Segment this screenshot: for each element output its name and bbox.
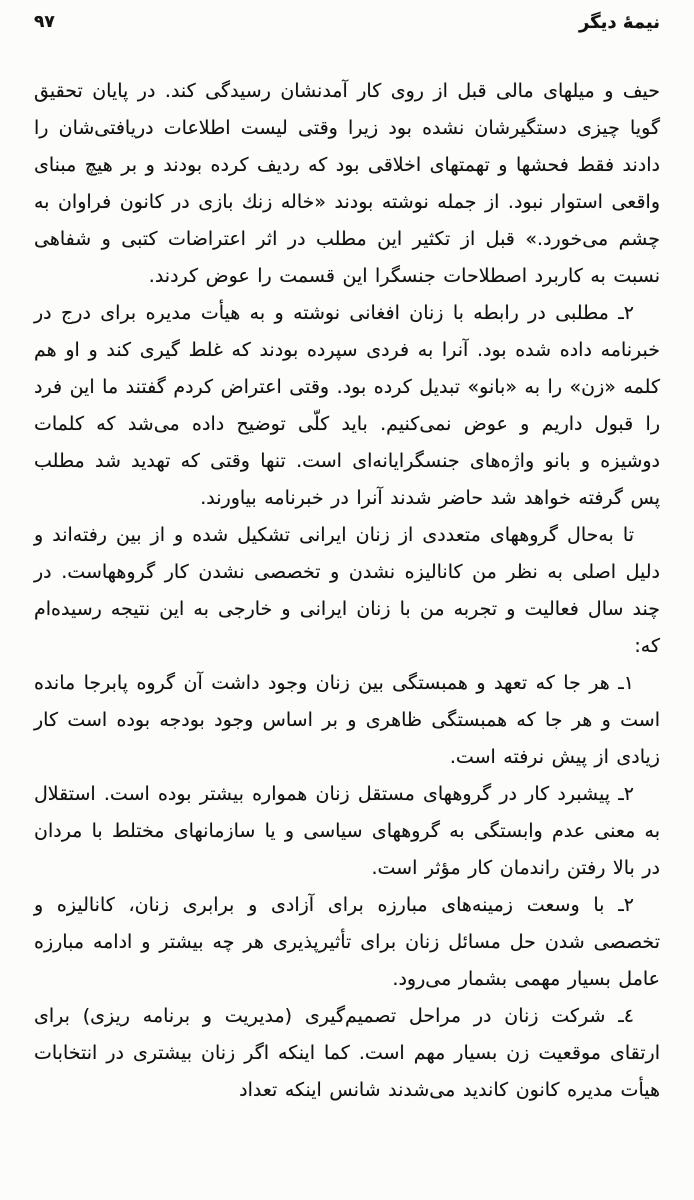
body-paragraph-2-item-2: ۲ـ مطلبی در رابطه با زنان افغانی نوشته و به هیأت مدیره برای درج در خبرنامه داده شده بود. آنرا به فردی سپرده بودند که غلط گیری کند و او هم کلمه «زن» را به «بانو» تبدیل کرده بود. وقتی اعتراض کردم گفتند ما این فرد را قبول داریم و عوض نمی‌کنیم. باید کلّی توضیح داده می‌شد که کلمات دوشیزه و بانو واژه‌های جنسگرایانه‌ای است. تنها وقتی که تهدید شد مطلب پس گرفته خواهد شد حاضر شدند آنرا در خبرنامه بیاورند.	[34, 302, 660, 509]
body-paragraph-7-item-4: ٤ـ شرکت زنان در مراحل تصمیم‌گیری (مدیریت و برنامه ریزی) برای ارتقای موقعیت زن بسیار مهم است. کما اینکه اگر زنان بیشتری در انتخابات هیأت مدیره کانون کاندید می‌شدند شانس اینکه تعداد	[34, 1005, 660, 1101]
body-paragraph-1: حیف و میلهای مالی قبل از روی کار آمدنشان رسیدگی کند. در پایان تحقیق گویا چیزی دستگیرشان نشده بود زیرا وقتی لیست اطلاعات دریافتی‌شان را دادند فقط فحشها و تهمتهای اخلاقی بود که ردیف کرده بودند و بر هیچ مبنای واقعی استوار نبود. از جمله نوشته بودند «خاله زنك بازی در کانون فراوان به چشم می‌خورد.» قبل از تکثیر این مطلب در اثر اعتراضات کتبی و شفاهی نسبت به کاربرد اصطلاحات جنسگرا این قسمت را عوض کردند.	[34, 80, 660, 287]
body-paragraph-6-item-3: ۲ـ با وسعت زمینه‌های مبارزه برای آزادی و برابری زنان، کانالیزه و تخصصی شدن حل مسائل زنان برای تأثیرپذیری هر چه بیشتر و ادامه مبارزه عامل بسیار مهمی بشمار می‌رود.	[34, 894, 660, 990]
body-paragraph-4-item-1: ۱ـ هر جا که تعهد و همبستگی بین زنان وجود داشت آن گروه پابرجا مانده است و هر جا که همبستگی ظاهری و بر اساس وجود بودجه بوده است کار زیادی از پیش نرفته است.	[34, 672, 660, 768]
running-title: نیمهٔ دیگر	[578, 12, 660, 33]
page-body	[34, 73, 660, 1109]
body-paragraph-5-item-2: ۲ـ پیشبرد کار در گروههای مستقل زنان همواره بیشتر بوده است. استقلال به معنی عدم وابستگی به گروههای سیاسی و یا سازمانهای مختلط با مردان در بالا رفتن راندمان کار مؤثر است.	[34, 783, 660, 879]
page-header	[34, 12, 660, 33]
body-paragraph-3: تا به‌حال گروههای متعددی از زنان ایرانی تشکیل شده و از بین رفته‌اند و دلیل اصلی به نظر من کانالیزه نشدن و تخصصی نشدن کار گروههاست. در چند سال فعالیت و تجربه من با زنان ایرانی و خارجی به این نتیجه رسیده‌ام که:	[34, 524, 660, 657]
page-number: ۹۷	[34, 12, 55, 32]
